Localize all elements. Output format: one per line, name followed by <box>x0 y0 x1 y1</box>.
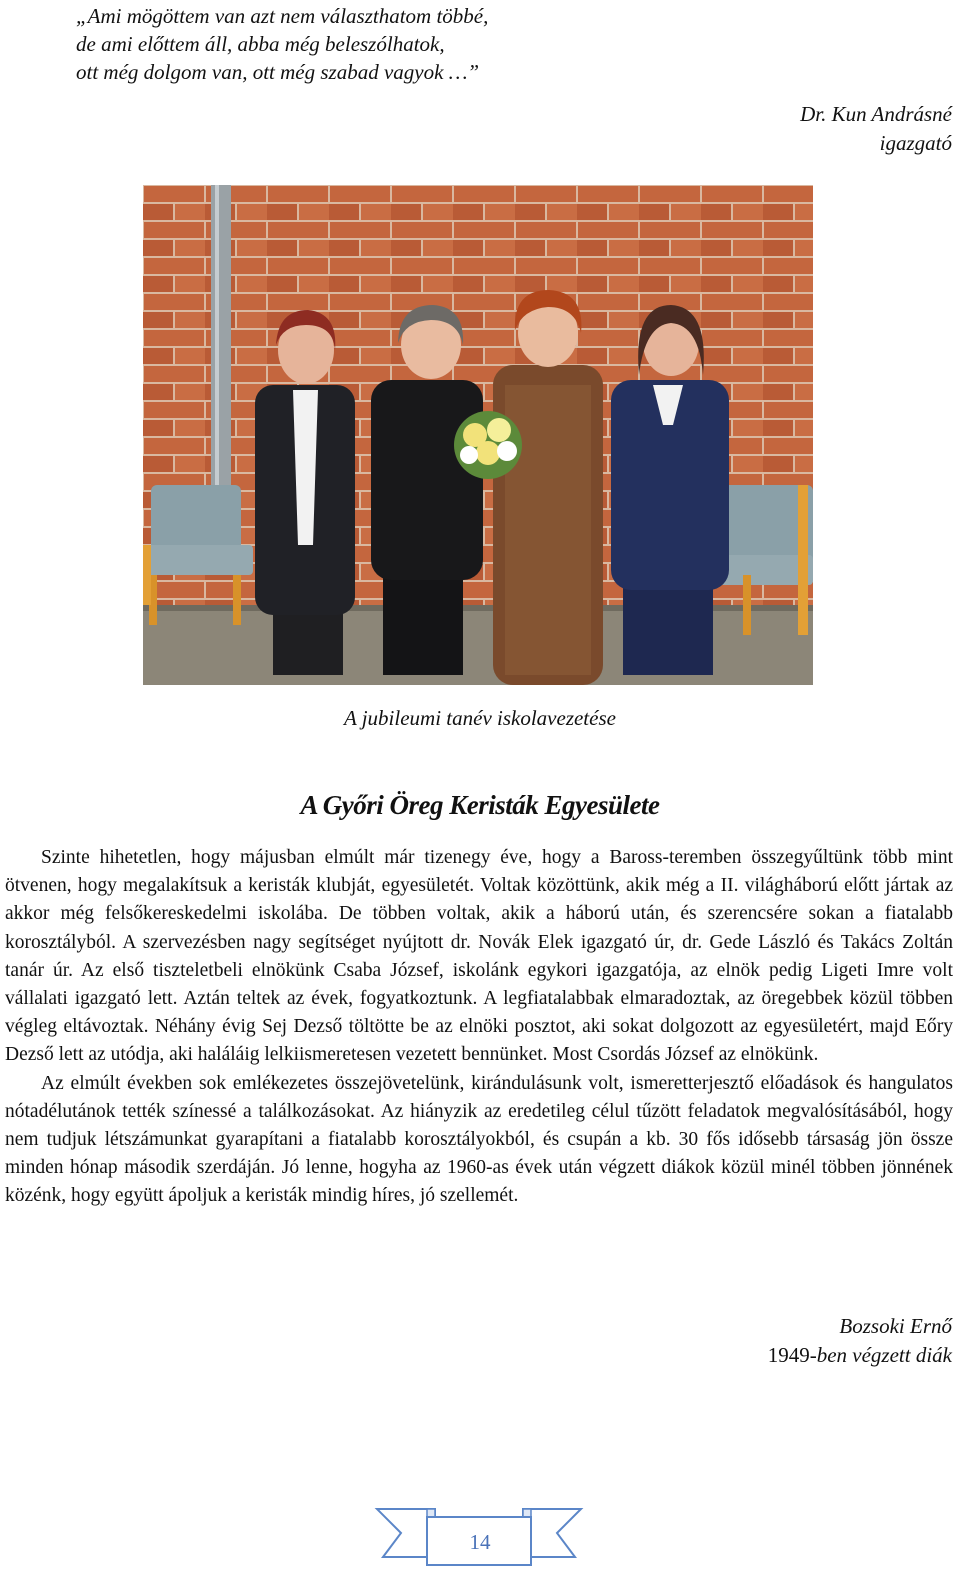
graduation-year: 1949- <box>767 1343 817 1367</box>
quote-line-2: de ami előttem áll, abba még beleszólhatok, <box>76 32 445 56</box>
page-number: 14 <box>469 1530 491 1554</box>
photo-caption: A jubileumi tanév iskolavezetése <box>344 706 616 730</box>
signature-author-class <box>768 1341 952 1370</box>
paragraph-1: Szinte hihetetlen, hogy májusban elmúlt már tizenegy éve, hogy a Baross-teremben összegyűltünk több mint ötvenen, hogy megalakítsuk a keristák klubját, egyesületét. Voltak közöttünk, akik még a II. világháború előtt jártak az akkor még felsőkereskedelmi iskolába. De többen voltak, akik a háború után, és szerencsére sokan a fiatalabb korosztályból. A szervezésben nagy segítséget nyújtott dr. Novák Elek igazgató úr, dr. Gede László és Takács Zoltán tanár úr. Az első tiszteletbeli elnökünk Csaba József, iskolánk egykori igazgatója, az elnök pedig Ligeti Imre volt vállalati igazgató lett. Aztán teltek az évek, fogyatkoztunk. A legfiatalabbak elmaradoztak, az öregebbek közül többen végleg eltávoztak. Néhány évig Sej Dezső töltötte be az elnöki posztot, aki sokat dolgozott az egyesületért, majd Eőry Dezső lett az utódja, aki haláláig lelkiismeretesen vezetett bennünket. Most Csordás József az elnökünk. <box>5 847 953 1066</box>
signature-principal-role: igazgató <box>879 131 952 155</box>
signature-author-name: Bozsoki Ernő <box>839 1314 952 1338</box>
article-body <box>5 844 953 1211</box>
signature-principal <box>800 100 952 158</box>
paragraph-2: Az elmúlt években sok emlékezetes összejövetelünk, kirándulásunk volt, ismeretterjesztő előadások és hangulatos nótadélutánok tették színessé a találkozásokat. Az hiányzik az eredetileg célul tűzött feladatok megvalósításából, hogy nem tudjuk létszámunkat gyarapítani a fiatalabb korosztályokból, és csupán a kb. 30 fős idősebb társaság jön össze minden hónap második szerdáján. Jó lenne, hogyha az 1960-as évek után végzett diákok közül minél többen jönnének közénk, hogy együtt ápoljuk a keristák mindig híres, jó szellemét. <box>5 1072 953 1207</box>
signature-principal-name: Dr. Kun Andrásné <box>800 102 952 126</box>
opening-quote <box>76 2 636 86</box>
flower-bouquet <box>454 411 522 479</box>
group-photo <box>143 185 813 685</box>
quote-line-3: ott még dolgom van, ott még szabad vagyok …” <box>76 60 480 84</box>
drainpipe <box>211 185 231 485</box>
quote-line-1: „Ami mögöttem van azt nem választhatom többé, <box>76 4 489 28</box>
section-title: A Győri Öreg Keristák Egyesülete <box>300 790 660 820</box>
graduation-suffix: ben végzett diák <box>816 1343 952 1367</box>
signature-author <box>768 1312 952 1370</box>
